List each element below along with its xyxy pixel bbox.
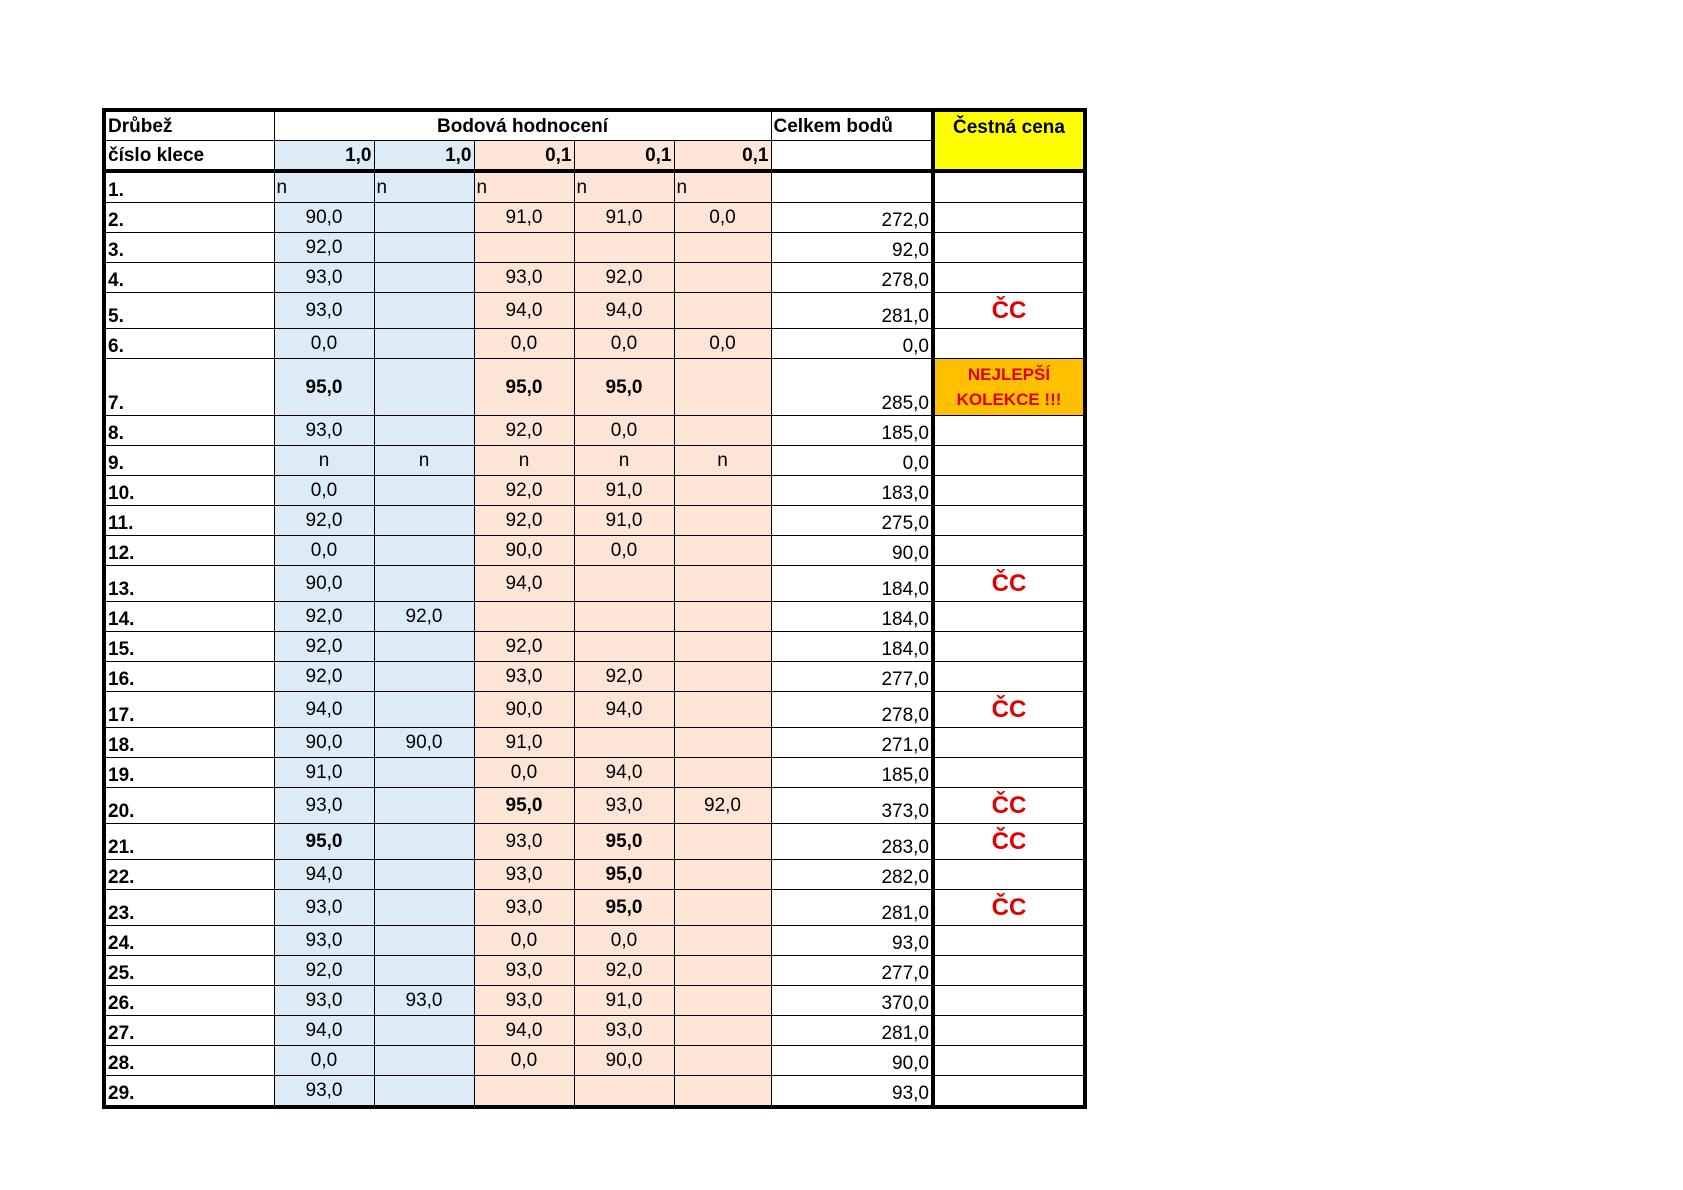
score-cell: 90,0 bbox=[274, 728, 374, 758]
honor-prize-cell: ČC bbox=[933, 890, 1085, 926]
table-row bbox=[104, 926, 1085, 956]
score-cell bbox=[574, 1076, 674, 1108]
table-row bbox=[104, 692, 1085, 728]
cage-number: 28. bbox=[104, 1046, 274, 1076]
table-row bbox=[104, 1046, 1085, 1076]
honor-prize-cell bbox=[933, 536, 1085, 566]
honor-prize-cell bbox=[933, 1076, 1085, 1108]
honor-prize-cell: ČC bbox=[933, 566, 1085, 602]
score-cell: 93,0 bbox=[274, 293, 374, 329]
cage-number: 2. bbox=[104, 203, 274, 233]
cage-number: 12. bbox=[104, 536, 274, 566]
table-row bbox=[104, 890, 1085, 926]
score-cell bbox=[374, 536, 474, 566]
honor-prize-cell bbox=[933, 203, 1085, 233]
score-cell bbox=[674, 1076, 771, 1108]
cage-number: 18. bbox=[104, 728, 274, 758]
score-cell: n bbox=[474, 446, 574, 476]
score-cell bbox=[374, 788, 474, 824]
table-row bbox=[104, 758, 1085, 788]
total-points: 184,0 bbox=[771, 566, 933, 602]
honor-prize-cell bbox=[933, 1046, 1085, 1076]
score-cell: 0,0 bbox=[674, 329, 771, 359]
cage-number: 20. bbox=[104, 788, 274, 824]
score-cell: 93,0 bbox=[474, 956, 574, 986]
score-cell: 90,0 bbox=[274, 203, 374, 233]
score-cell: 93,0 bbox=[574, 788, 674, 824]
score-cell bbox=[374, 824, 474, 860]
score-cell: n bbox=[674, 171, 771, 203]
honor-prize-cell bbox=[933, 263, 1085, 293]
score-cell: 92,0 bbox=[274, 506, 374, 536]
table-row bbox=[104, 329, 1085, 359]
table-row bbox=[104, 476, 1085, 506]
score-cell: 90,0 bbox=[474, 536, 574, 566]
cage-number: 4. bbox=[104, 263, 274, 293]
header-scores: Bodová hodnocení bbox=[274, 110, 771, 141]
score-cell: 0,0 bbox=[474, 1046, 574, 1076]
score-cell bbox=[374, 662, 474, 692]
score-cell: 93,0 bbox=[474, 986, 574, 1016]
header-total-blank bbox=[771, 141, 933, 172]
score-cell bbox=[374, 1046, 474, 1076]
honor-prize-cell bbox=[933, 416, 1085, 446]
score-cell: 94,0 bbox=[274, 692, 374, 728]
total-points: 275,0 bbox=[771, 506, 933, 536]
table-row bbox=[104, 986, 1085, 1016]
score-cell bbox=[674, 233, 771, 263]
score-cell bbox=[674, 263, 771, 293]
score-cell: 0,0 bbox=[274, 536, 374, 566]
score-cell bbox=[674, 1046, 771, 1076]
header-cage-number: číslo klece bbox=[104, 141, 274, 172]
score-cell: 93,0 bbox=[274, 1076, 374, 1108]
cage-number: 10. bbox=[104, 476, 274, 506]
honor-prize-cell bbox=[933, 758, 1085, 788]
score-cell: 93,0 bbox=[474, 824, 574, 860]
score-cell bbox=[674, 416, 771, 446]
score-cell bbox=[374, 632, 474, 662]
honor-prize-cell bbox=[933, 329, 1085, 359]
score-cell: 92,0 bbox=[474, 476, 574, 506]
total-points: 281,0 bbox=[771, 293, 933, 329]
honor-prize-cell bbox=[933, 602, 1085, 632]
score-cell bbox=[374, 329, 474, 359]
header-breed: Drůbež bbox=[104, 110, 274, 141]
honor-prize-cell: ČC bbox=[933, 824, 1085, 860]
cage-number: 13. bbox=[104, 566, 274, 602]
score-cell: n bbox=[574, 446, 674, 476]
table-row bbox=[104, 632, 1085, 662]
score-cell: n bbox=[474, 171, 574, 203]
total-points: 184,0 bbox=[771, 632, 933, 662]
honor-prize-cell bbox=[933, 506, 1085, 536]
score-cell bbox=[374, 359, 474, 416]
score-cell: n bbox=[274, 446, 374, 476]
score-cell bbox=[674, 926, 771, 956]
header-prize: Čestná cena bbox=[933, 110, 1085, 171]
table-row bbox=[104, 788, 1085, 824]
score-cell bbox=[374, 956, 474, 986]
score-cell: 95,0 bbox=[574, 890, 674, 926]
header-total: Celkem bodů bbox=[771, 110, 933, 141]
table-row bbox=[104, 824, 1085, 860]
score-cell: 94,0 bbox=[274, 860, 374, 890]
score-cell: 94,0 bbox=[574, 293, 674, 329]
cage-number: 17. bbox=[104, 692, 274, 728]
score-cell bbox=[674, 293, 771, 329]
cage-number: 11. bbox=[104, 506, 274, 536]
table-row bbox=[104, 1016, 1085, 1046]
total-points bbox=[771, 171, 933, 203]
honor-prize-cell bbox=[933, 632, 1085, 662]
score-cell bbox=[374, 1016, 474, 1046]
honor-prize-cell bbox=[933, 728, 1085, 758]
score-cell bbox=[674, 1016, 771, 1046]
score-cell bbox=[474, 1076, 574, 1108]
honor-prize-cell bbox=[933, 171, 1085, 203]
score-cell: n bbox=[574, 171, 674, 203]
honor-prize-cell bbox=[933, 926, 1085, 956]
weight-cell: 1,0 bbox=[374, 141, 474, 172]
score-cell bbox=[374, 263, 474, 293]
score-cell: 0,0 bbox=[274, 1046, 374, 1076]
score-cell bbox=[374, 860, 474, 890]
table-row bbox=[104, 602, 1085, 632]
total-points: 282,0 bbox=[771, 860, 933, 890]
honor-prize-cell bbox=[933, 662, 1085, 692]
cage-number: 5. bbox=[104, 293, 274, 329]
cage-number: 27. bbox=[104, 1016, 274, 1046]
score-cell: 0,0 bbox=[474, 329, 574, 359]
total-points: 373,0 bbox=[771, 788, 933, 824]
score-cell bbox=[374, 233, 474, 263]
score-cell bbox=[574, 233, 674, 263]
total-points: 285,0 bbox=[771, 359, 933, 416]
score-cell: 0,0 bbox=[574, 926, 674, 956]
total-points: 278,0 bbox=[771, 692, 933, 728]
score-cell: 92,0 bbox=[474, 632, 574, 662]
table-row bbox=[104, 233, 1085, 263]
total-points: 90,0 bbox=[771, 536, 933, 566]
score-cell bbox=[374, 890, 474, 926]
score-cell: 93,0 bbox=[474, 890, 574, 926]
score-cell bbox=[574, 632, 674, 662]
cage-number: 23. bbox=[104, 890, 274, 926]
score-cell bbox=[674, 632, 771, 662]
cage-number: 7. bbox=[104, 359, 274, 416]
score-cell: 93,0 bbox=[474, 662, 574, 692]
total-points: 183,0 bbox=[771, 476, 933, 506]
table-row bbox=[104, 860, 1085, 890]
score-cell bbox=[674, 956, 771, 986]
cage-number: 1. bbox=[104, 171, 274, 203]
score-cell: 92,0 bbox=[574, 263, 674, 293]
table-row bbox=[104, 359, 1085, 416]
table-row bbox=[104, 171, 1085, 203]
score-cell: 95,0 bbox=[474, 788, 574, 824]
score-cell: n bbox=[674, 446, 771, 476]
score-cell: 94,0 bbox=[274, 1016, 374, 1046]
table-row bbox=[104, 662, 1085, 692]
honor-prize-cell bbox=[933, 476, 1085, 506]
honor-prize-cell: ČC bbox=[933, 293, 1085, 329]
score-cell bbox=[674, 662, 771, 692]
score-cell bbox=[374, 566, 474, 602]
score-cell: n bbox=[374, 446, 474, 476]
score-cell: 93,0 bbox=[274, 263, 374, 293]
score-cell: 94,0 bbox=[474, 293, 574, 329]
score-cell bbox=[674, 824, 771, 860]
score-cell: 0,0 bbox=[574, 536, 674, 566]
score-cell: 93,0 bbox=[374, 986, 474, 1016]
score-cell: 95,0 bbox=[274, 359, 374, 416]
score-cell: 92,0 bbox=[474, 416, 574, 446]
cage-number: 25. bbox=[104, 956, 274, 986]
total-points: 281,0 bbox=[771, 890, 933, 926]
score-cell bbox=[674, 476, 771, 506]
total-points: 90,0 bbox=[771, 1046, 933, 1076]
score-cell bbox=[674, 986, 771, 1016]
cage-number: 21. bbox=[104, 824, 274, 860]
score-cell: 93,0 bbox=[274, 890, 374, 926]
score-cell bbox=[674, 359, 771, 416]
honor-prize-cell: ČC bbox=[933, 788, 1085, 824]
honor-prize-cell: ČC bbox=[933, 692, 1085, 728]
score-cell: 92,0 bbox=[674, 788, 771, 824]
honor-prize-cell bbox=[933, 446, 1085, 476]
score-cell bbox=[374, 293, 474, 329]
total-points: 0,0 bbox=[771, 329, 933, 359]
table-row bbox=[104, 536, 1085, 566]
cage-number: 15. bbox=[104, 632, 274, 662]
score-cell bbox=[374, 692, 474, 728]
score-cell: 94,0 bbox=[474, 566, 574, 602]
total-points: 283,0 bbox=[771, 824, 933, 860]
score-cell: 95,0 bbox=[574, 860, 674, 890]
table-row bbox=[104, 203, 1085, 233]
score-cell: 91,0 bbox=[474, 203, 574, 233]
cage-number: 24. bbox=[104, 926, 274, 956]
score-cell bbox=[374, 506, 474, 536]
score-cell: 93,0 bbox=[274, 416, 374, 446]
table-row bbox=[104, 263, 1085, 293]
score-cell: 95,0 bbox=[274, 824, 374, 860]
score-cell: 0,0 bbox=[574, 416, 674, 446]
score-cell: 95,0 bbox=[474, 359, 574, 416]
score-cell: 91,0 bbox=[574, 986, 674, 1016]
score-cell: 92,0 bbox=[574, 662, 674, 692]
score-cell: 92,0 bbox=[274, 602, 374, 632]
score-cell bbox=[674, 890, 771, 926]
score-cell bbox=[674, 758, 771, 788]
total-points: 271,0 bbox=[771, 728, 933, 758]
table-row bbox=[104, 293, 1085, 329]
score-cell bbox=[674, 566, 771, 602]
score-cell: 0,0 bbox=[574, 329, 674, 359]
best-collection-badge: NEJLEPŠÍ KOLEKCE !!! bbox=[933, 359, 1085, 416]
score-cell: 94,0 bbox=[574, 758, 674, 788]
total-points: 185,0 bbox=[771, 758, 933, 788]
cage-number: 19. bbox=[104, 758, 274, 788]
total-points: 278,0 bbox=[771, 263, 933, 293]
score-cell bbox=[374, 476, 474, 506]
total-points: 281,0 bbox=[771, 1016, 933, 1046]
score-cell bbox=[574, 566, 674, 602]
weight-cell: 1,0 bbox=[274, 141, 374, 172]
score-cell bbox=[474, 233, 574, 263]
score-cell: 90,0 bbox=[274, 566, 374, 602]
score-cell bbox=[574, 602, 674, 632]
score-cell bbox=[674, 860, 771, 890]
table-row bbox=[104, 956, 1085, 986]
score-cell bbox=[674, 602, 771, 632]
score-cell: 93,0 bbox=[474, 263, 574, 293]
score-cell: 92,0 bbox=[574, 956, 674, 986]
score-cell: 94,0 bbox=[474, 1016, 574, 1046]
total-points: 277,0 bbox=[771, 956, 933, 986]
total-points: 92,0 bbox=[771, 233, 933, 263]
score-cell: 0,0 bbox=[674, 203, 771, 233]
score-cell bbox=[374, 926, 474, 956]
weight-cell: 0,1 bbox=[474, 141, 574, 172]
score-cell bbox=[374, 416, 474, 446]
total-points: 370,0 bbox=[771, 986, 933, 1016]
score-cell bbox=[674, 506, 771, 536]
table-row bbox=[104, 566, 1085, 602]
score-cell: 94,0 bbox=[574, 692, 674, 728]
score-cell bbox=[474, 602, 574, 632]
weight-cell: 0,1 bbox=[574, 141, 674, 172]
score-cell bbox=[374, 1076, 474, 1108]
score-cell bbox=[674, 536, 771, 566]
score-cell bbox=[374, 203, 474, 233]
score-cell: 90,0 bbox=[374, 728, 474, 758]
score-cell: 93,0 bbox=[274, 788, 374, 824]
score-cell: 91,0 bbox=[274, 758, 374, 788]
score-cell: 92,0 bbox=[374, 602, 474, 632]
score-cell: n bbox=[274, 171, 374, 203]
honor-prize-cell bbox=[933, 956, 1085, 986]
score-cell: 92,0 bbox=[274, 956, 374, 986]
cage-number: 14. bbox=[104, 602, 274, 632]
cage-number: 9. bbox=[104, 446, 274, 476]
score-cell: 92,0 bbox=[274, 662, 374, 692]
score-cell: 90,0 bbox=[474, 692, 574, 728]
score-cell bbox=[674, 728, 771, 758]
score-cell: 92,0 bbox=[474, 506, 574, 536]
score-cell bbox=[574, 728, 674, 758]
score-cell bbox=[674, 692, 771, 728]
score-cell bbox=[374, 758, 474, 788]
score-cell: 0,0 bbox=[474, 926, 574, 956]
score-cell: 91,0 bbox=[574, 476, 674, 506]
score-cell: n bbox=[374, 171, 474, 203]
total-points: 277,0 bbox=[771, 662, 933, 692]
score-cell: 90,0 bbox=[574, 1046, 674, 1076]
score-cell: 93,0 bbox=[274, 986, 374, 1016]
score-cell: 91,0 bbox=[574, 506, 674, 536]
score-cell: 91,0 bbox=[574, 203, 674, 233]
score-cell: 0,0 bbox=[474, 758, 574, 788]
total-points: 272,0 bbox=[771, 203, 933, 233]
honor-prize-cell bbox=[933, 860, 1085, 890]
score-cell: 91,0 bbox=[474, 728, 574, 758]
score-cell: 92,0 bbox=[274, 632, 374, 662]
table-row bbox=[104, 728, 1085, 758]
cage-number: 29. bbox=[104, 1076, 274, 1108]
score-cell: 93,0 bbox=[474, 860, 574, 890]
results-table bbox=[102, 108, 1087, 1109]
score-cell: 93,0 bbox=[274, 926, 374, 956]
total-points: 184,0 bbox=[771, 602, 933, 632]
score-cell: 0,0 bbox=[274, 476, 374, 506]
score-cell: 95,0 bbox=[574, 359, 674, 416]
score-cell: 93,0 bbox=[574, 1016, 674, 1046]
table-row bbox=[104, 416, 1085, 446]
honor-prize-cell bbox=[933, 1016, 1085, 1046]
cage-number: 16. bbox=[104, 662, 274, 692]
total-points: 185,0 bbox=[771, 416, 933, 446]
cage-number: 26. bbox=[104, 986, 274, 1016]
score-cell: 92,0 bbox=[274, 233, 374, 263]
total-points: 0,0 bbox=[771, 446, 933, 476]
weight-cell: 0,1 bbox=[674, 141, 771, 172]
cage-number: 6. bbox=[104, 329, 274, 359]
honor-prize-cell bbox=[933, 986, 1085, 1016]
score-cell: 0,0 bbox=[274, 329, 374, 359]
table-row bbox=[104, 1076, 1085, 1108]
cage-number: 22. bbox=[104, 860, 274, 890]
cage-number: 3. bbox=[104, 233, 274, 263]
score-cell: 95,0 bbox=[574, 824, 674, 860]
cage-number: 8. bbox=[104, 416, 274, 446]
total-points: 93,0 bbox=[771, 926, 933, 956]
total-points: 93,0 bbox=[771, 1076, 933, 1108]
honor-prize-cell bbox=[933, 233, 1085, 263]
table-row bbox=[104, 446, 1085, 476]
table-row bbox=[104, 506, 1085, 536]
